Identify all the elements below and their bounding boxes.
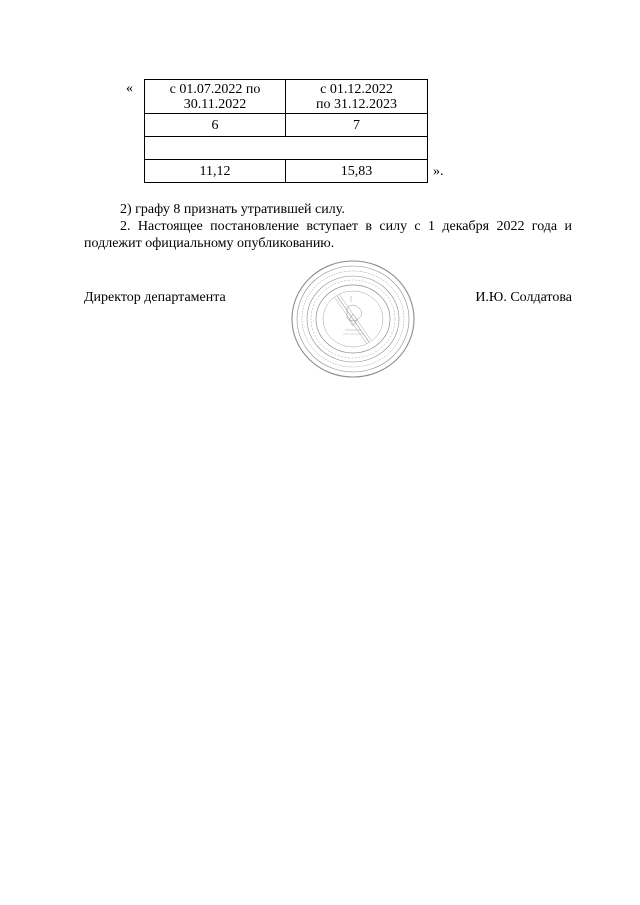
- closing-quote: ».: [433, 164, 444, 179]
- value-cell-period-1: 11,12: [145, 160, 286, 183]
- signer-name: И.Ю. Солдатова: [475, 290, 572, 305]
- signer-title: Директор департамента: [84, 290, 226, 305]
- value-row: [145, 160, 428, 183]
- column-number-6: 6: [145, 114, 286, 137]
- official-seal-icon: [289, 258, 417, 380]
- header-cell-period-1: [145, 80, 286, 114]
- column-number-7: 7: [286, 114, 428, 137]
- header-cell-period-2: [286, 80, 428, 114]
- opening-quote: «: [126, 81, 133, 96]
- tariff-table: [144, 79, 428, 183]
- paragraph-item-2: 2) графу 8 признать утратившей силу.: [120, 202, 345, 217]
- empty-merged-row: [145, 137, 428, 160]
- empty-merged-cell: [145, 137, 428, 160]
- value-cell-period-2: 15,83: [286, 160, 428, 183]
- header-cell-period-2-line-2: по 31.12.2023: [316, 96, 397, 112]
- seal-graphic: [289, 258, 417, 380]
- header-cell-period-1-line-1: с 01.07.2022 по: [169, 81, 261, 97]
- header-cell-period-2-line-1: с 01.12.2022: [320, 81, 393, 97]
- paragraph-clause-2: 2. Настоящее постановление вступает в силу с 1 декабря 2022 года и подлежит официальному опубликованию.: [84, 219, 572, 251]
- column-number-row: [145, 114, 428, 137]
- header-cell-period-1-line-2: 30.11.2022: [183, 96, 247, 112]
- table-header-row: [145, 80, 428, 114]
